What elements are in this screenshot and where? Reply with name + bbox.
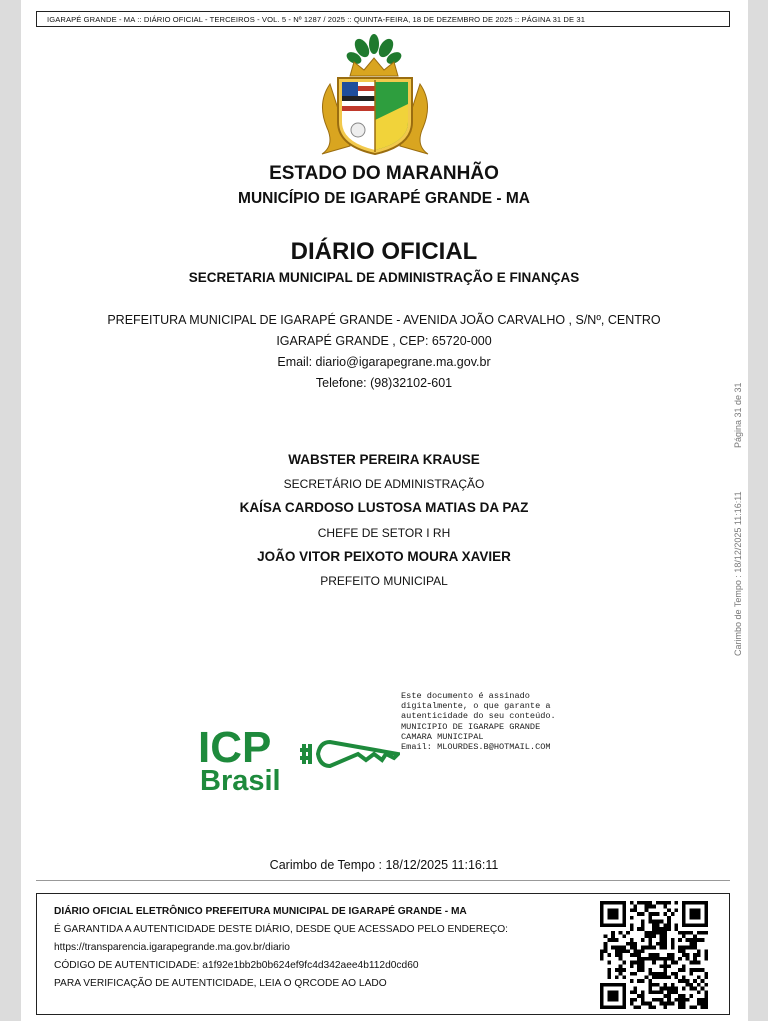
side-timestamp: Carimbo de Tempo : 18/12/2025 11:16:11 [733, 491, 743, 656]
page-title: DIÁRIO OFICIAL [290, 238, 478, 265]
footer-url[interactable]: https://transparencia.igarapegrande.ma.gov.br/diario [54, 942, 290, 953]
divider [36, 880, 730, 881]
icp-logo-text: ICP [198, 723, 272, 772]
address-line-2: IGARAPÉ GRANDE , CEP: 65720-000 [276, 334, 492, 348]
footer-guarantee: É GARANTIDA A AUTENTICIDADE DESTE DIÁRIO, DESDE QUE ACESSADO PELO ENDEREÇO: [54, 924, 509, 935]
official-name: JOÃO VITOR PEIXOTO MOURA XAVIER [257, 549, 511, 564]
authenticity-code: CÓDIGO DE AUTENTICIDADE: a1f92e1bb2b0b624ef9fc4d342aee4b112d0cd60 [54, 960, 419, 971]
contact-phone: Telefone: (98)32102-601 [315, 376, 453, 390]
state-heading: ESTADO DO MARANHÃO [269, 163, 499, 184]
secretariat-heading: SECRETARIA MUNICIPAL DE ADMINISTRAÇÃO E FINANÇAS [188, 270, 580, 285]
municipality-heading: MUNICÍPIO DE IGARAPÉ GRANDE - MA [238, 190, 530, 207]
contact-email: Email: diario@igarapegrane.ma.gov.br [277, 355, 491, 369]
municipal-crest [310, 34, 440, 160]
side-page-number: Página 31 de 31 [733, 382, 743, 448]
official-role: SECRETÁRIO DE ADMINISTRAÇÃO [283, 477, 485, 491]
official-name: WABSTER PEREIRA KRAUSE [288, 452, 480, 467]
icp-brasil-logo [198, 722, 400, 794]
header-strip: IGARAPÉ GRANDE - MA :: DIÁRIO OFICIAL - TERCEIROS - VOL. 5 - Nº 1287 / 2025 :: QUINTA-FEIRA, 18 DE DEZEMBRO DE 2025 :: PÁGINA 31 DE 31 [36, 11, 730, 27]
brasil-logo-text: Brasil [200, 765, 281, 794]
key-icon [300, 742, 398, 766]
timestamp: Carimbo de Tempo : 18/12/2025 11:16:11 [269, 858, 499, 872]
official-role: CHEFE DE SETOR I RH [317, 526, 451, 540]
official-role: PREFEITO MUNICIPAL [320, 574, 448, 588]
address-line-1: PREFEITURA MUNICIPAL DE IGARAPÉ GRANDE - AVENIDA JOÃO CARVALHO , S/Nº, CENTRO [107, 313, 661, 327]
footer-verify: PARA VERIFICAÇÃO DE AUTENTICIDADE, LEIA O QRCODE AO LADO [54, 978, 387, 989]
footer-title: DIÁRIO OFICIAL ELETRÔNICO PREFEITURA MUNICIPAL DE IGARAPÉ GRANDE - MA [54, 906, 467, 917]
digital-signature-note: Este documento é assinado digitalmente, o que garante a autenticidade do seu conteúdo. MUNICIPIO DE IGARAPE GRANDE CAMARA MUNICIPAL Email: MLOURDES.B@HOTMAIL.COM [401, 691, 556, 753]
official-name: KAÍSA CARDOSO LUSTOSA MATIAS DA PAZ [239, 500, 529, 515]
qrcode-icon[interactable] [598, 901, 710, 1009]
